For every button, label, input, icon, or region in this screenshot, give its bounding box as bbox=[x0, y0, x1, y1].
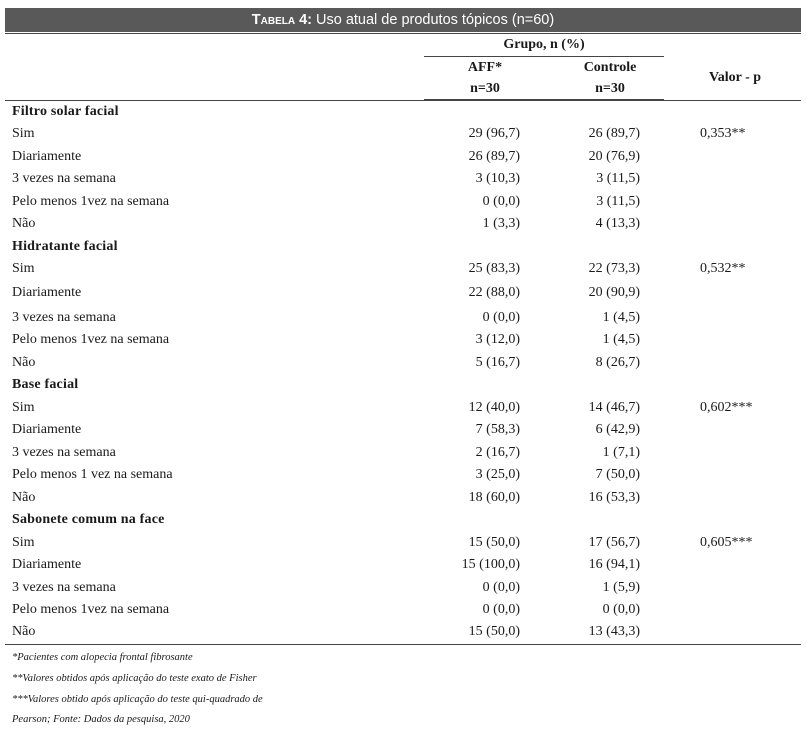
cell-aff: 15 (100,0) bbox=[461, 557, 520, 572]
cell-aff: 3 (25,0) bbox=[475, 467, 520, 482]
table-row bbox=[0, 123, 807, 145]
table-row bbox=[0, 464, 807, 486]
row-label: Não bbox=[12, 490, 36, 505]
row-label: Filtro solar facial bbox=[12, 104, 119, 119]
table-row bbox=[0, 419, 807, 441]
table-row bbox=[0, 577, 807, 599]
cell-aff: 15 (50,0) bbox=[468, 624, 520, 639]
cell-aff: 0 (0,0) bbox=[482, 310, 520, 325]
cell-aff: 3 (10,3) bbox=[475, 171, 520, 186]
table-row bbox=[0, 146, 807, 168]
cell-pvalue: 0,532** bbox=[700, 261, 746, 276]
cell-aff: 5 (16,7) bbox=[475, 355, 520, 370]
table-title: Uso atual de produtos tópicos (n=60) bbox=[316, 12, 555, 28]
row-label: Base facial bbox=[12, 377, 79, 392]
table-row bbox=[0, 282, 807, 304]
cell-aff: 26 (89,7) bbox=[468, 149, 520, 164]
cell-aff: 15 (50,0) bbox=[468, 535, 520, 550]
row-label: Não bbox=[12, 624, 36, 639]
table-row bbox=[0, 397, 807, 419]
cell-pvalue: 0,353** bbox=[700, 126, 746, 141]
section-row bbox=[0, 509, 807, 531]
table-row bbox=[0, 554, 807, 576]
section-row bbox=[0, 236, 807, 258]
cell-controle: 3 (11,5) bbox=[596, 194, 640, 209]
cell-controle: 22 (73,3) bbox=[588, 261, 640, 276]
cell-aff: 12 (40,0) bbox=[468, 400, 520, 415]
row-label: Pelo menos 1 vez na semana bbox=[12, 467, 173, 482]
row-label: Sabonete comum na face bbox=[12, 512, 165, 527]
cell-controle: 13 (43,3) bbox=[588, 624, 640, 639]
table-row bbox=[0, 532, 807, 554]
cell-controle: 1 (7,1) bbox=[602, 445, 640, 460]
cell-controle: 20 (76,9) bbox=[588, 149, 640, 164]
cell-controle: 3 (11,5) bbox=[596, 171, 640, 186]
cell-aff: 25 (83,3) bbox=[468, 261, 520, 276]
section-row bbox=[0, 374, 807, 396]
cell-controle: 26 (89,7) bbox=[588, 126, 640, 141]
row-label: 3 vezes na semana bbox=[12, 445, 116, 460]
row-label: Diariamente bbox=[12, 149, 82, 164]
row-label: Não bbox=[12, 216, 36, 231]
table-row bbox=[0, 621, 807, 643]
cell-pvalue: 0,602*** bbox=[700, 400, 753, 415]
cell-controle: 6 (42,9) bbox=[595, 422, 640, 437]
row-label: Diariamente bbox=[12, 285, 82, 300]
footnote: **Valores obtidos após aplicação do teste exato de Fisher bbox=[12, 673, 257, 684]
cell-aff: 2 (16,7) bbox=[475, 445, 520, 460]
cell-controle: 17 (56,7) bbox=[588, 535, 640, 550]
group-header: Grupo, n (%) bbox=[503, 37, 585, 52]
table-row bbox=[0, 487, 807, 509]
cell-controle: 7 (50,0) bbox=[595, 467, 640, 482]
col-controle-name: Controle bbox=[583, 60, 637, 75]
col-pvalue: Valor - p bbox=[708, 70, 762, 85]
table-row bbox=[0, 352, 807, 374]
row-label: Hidratante facial bbox=[12, 239, 118, 254]
cell-controle: 16 (94,1) bbox=[588, 557, 640, 572]
cell-aff: 1 (3,3) bbox=[482, 216, 520, 231]
row-label: Não bbox=[12, 355, 36, 370]
row-label: Sim bbox=[12, 261, 35, 276]
cell-controle: 8 (26,7) bbox=[595, 355, 640, 370]
footnote: ***Valores obtido após aplicação do teste qui-quadrado de bbox=[12, 694, 263, 705]
table-row bbox=[0, 258, 807, 280]
section-row bbox=[0, 101, 807, 123]
row-label: Diariamente bbox=[12, 422, 82, 437]
row-label: 3 vezes na semana bbox=[12, 310, 116, 325]
row-label: Sim bbox=[12, 535, 35, 550]
cell-aff: 18 (60,0) bbox=[468, 490, 520, 505]
cell-aff: 29 (96,7) bbox=[468, 126, 520, 141]
row-label: 3 vezes na semana bbox=[12, 580, 116, 595]
row-label: Sim bbox=[12, 400, 35, 415]
table-row bbox=[0, 442, 807, 464]
title-underline bbox=[5, 33, 801, 34]
table-row bbox=[0, 329, 807, 351]
cell-aff: 0 (0,0) bbox=[482, 580, 520, 595]
cell-aff: 0 (0,0) bbox=[482, 194, 520, 209]
table-row bbox=[0, 213, 807, 235]
col-aff-n: n=30 bbox=[470, 81, 500, 96]
cell-controle: 1 (4,5) bbox=[602, 310, 640, 325]
table-bottom-rule bbox=[5, 644, 801, 645]
cell-pvalue: 0,605*** bbox=[700, 535, 753, 550]
cell-controle: 16 (53,3) bbox=[588, 490, 640, 505]
col-aff-name: AFF* bbox=[467, 60, 503, 75]
row-label: Sim bbox=[12, 126, 35, 141]
cell-controle: 1 (5,9) bbox=[602, 580, 640, 595]
cell-aff: 3 (12,0) bbox=[475, 332, 520, 347]
cell-controle: 20 (90,9) bbox=[588, 285, 640, 300]
table-row bbox=[0, 599, 807, 621]
cell-controle: 1 (4,5) bbox=[602, 332, 640, 347]
cell-aff: 22 (88,0) bbox=[468, 285, 520, 300]
row-label: Pelo menos 1vez na semana bbox=[12, 194, 170, 209]
row-label: 3 vezes na semana bbox=[12, 171, 116, 186]
cell-controle: 14 (46,7) bbox=[588, 400, 640, 415]
footnote: Pearson; Fonte: Dados da pesquisa, 2020 bbox=[12, 714, 190, 725]
table-row bbox=[0, 168, 807, 190]
cell-aff: 7 (58,3) bbox=[475, 422, 520, 437]
table-title-prefix: Tabela 4: bbox=[251, 12, 313, 28]
row-label: Diariamente bbox=[12, 557, 82, 572]
table-row bbox=[0, 307, 807, 329]
cell-controle: 4 (13,3) bbox=[595, 216, 640, 231]
table-row bbox=[0, 191, 807, 213]
group-header-rule bbox=[424, 56, 664, 57]
footnote: *Pacientes com alopecia frontal fibrosante bbox=[12, 652, 193, 663]
table-title-bar bbox=[5, 8, 801, 32]
cell-aff: 0 (0,0) bbox=[482, 602, 520, 617]
col-controle-n: n=30 bbox=[595, 81, 625, 96]
row-label: Pelo menos 1vez na semana bbox=[12, 332, 170, 347]
cell-controle: 0 (0,0) bbox=[602, 602, 640, 617]
row-label: Pelo menos 1vez na semana bbox=[12, 602, 170, 617]
